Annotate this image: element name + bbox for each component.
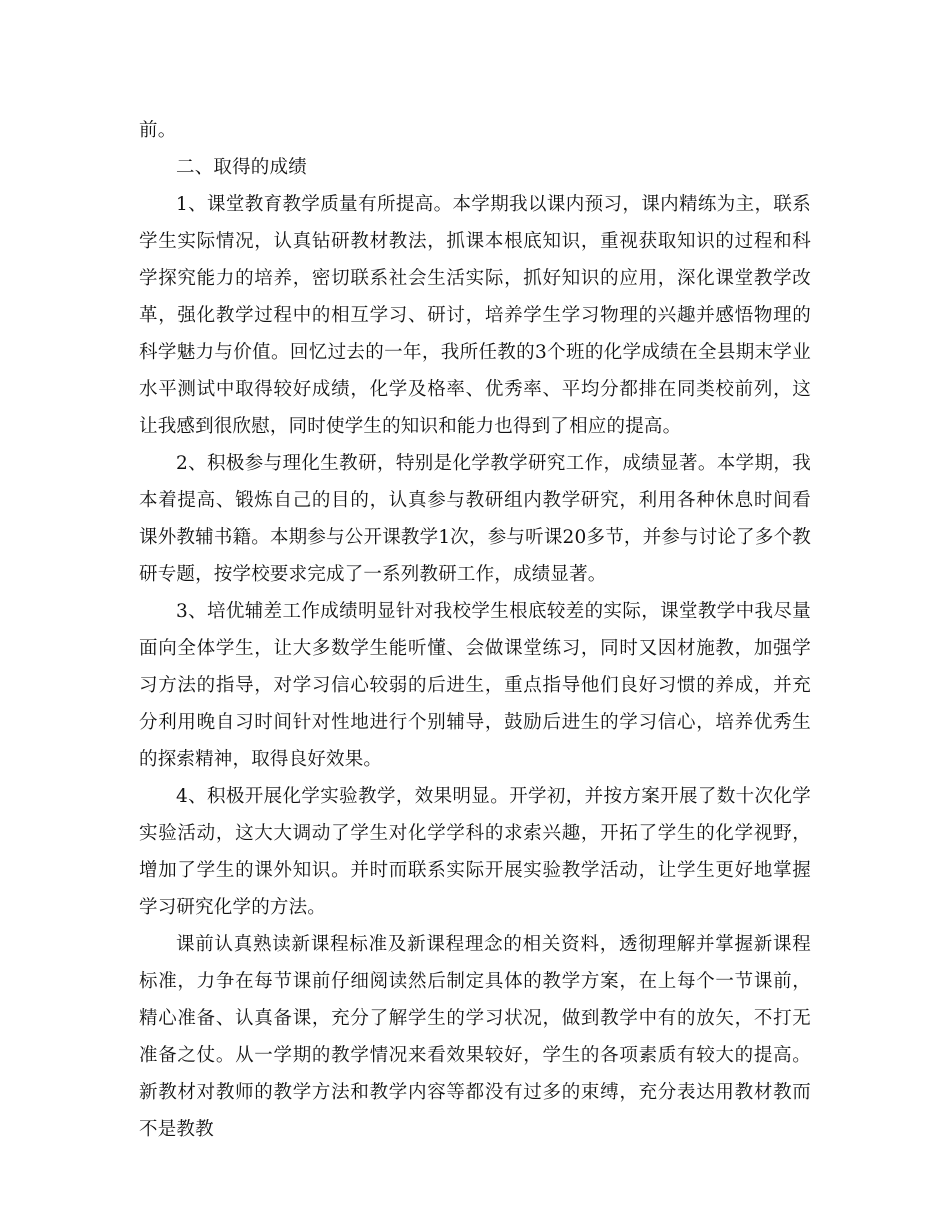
paragraph-continuation: 前。 [139, 120, 177, 141]
paragraph-experiments: 4、积极开展化学实验教学，效果明显。开学初，并按方案开展了数十次化学实验活动，这大大调动了学生对化学学科的求索兴趣，开拓了学生的化学视野，增加了学生的课外知识。并时而联系实际开展实验教学活动，让学生更好地掌握学习研究化学的方法。 [139, 786, 811, 918]
paragraph-teaching-research: 2、积极参与理化生教研，特别是化学教学研究工作，成绩显著。本学期，我本着提高、锻炼自己的目的，认真参与教研组内教学研究，利用各种休息时间看课外教辅书籍。本期参与公开课教学1次，参与听课20多节，并参与讨论了多个教研专题，按学校要求完成了一系列教研工作，成绩显著。 [139, 453, 811, 585]
section-heading-achievements: 二、取得的成绩 [176, 157, 307, 178]
paragraph-lesson-preparation: 课前认真熟读新课程标准及新课程理念的相关资料，透彻理解并掌握新课程标准，力争在每节课前仔细阅读然后制定具体的教学方案，在上每个一节课前，精心准备、认真备课，充分了解学生的学习状况，做到教学中有的放矢，不打无准备之仗。从一学期的教学情况来看效果较好，学生的各项素质有较大的提高。新教材对教师的教学方法和教学内容等都没有过多的束缚，充分表达用教材教而不是教教 [139, 934, 811, 1140]
paragraph-tutoring: 3、培优辅差工作成绩明显针对我校学生根底较差的实际，课堂教学中我尽量面向全体学生，让大多数学生能听懂、会做课堂练习，同时又因材施教，加强学习方法的指导，对学习信心较弱的后进生，重点指导他们良好习惯的养成，并充分利用晚自习时间针对性地进行个别辅导，鼓励后进生的学习信心，培养优秀生的探索精神，取得良好效果。 [139, 601, 811, 770]
paragraph-teaching-quality: 1、课堂教育教学质量有所提高。本学期我以课内预习，课内精练为主，联系学生实际情况，认真钻研教材教法，抓课本根底知识，重视获取知识的过程和科学探究能力的培养，密切联系社会生活实际，抓好知识的应用，深化课堂教学改革，强化教学过程中的相互学习、研讨，培养学生学习物理的兴趣并感悟物理的科学魅力与价值。回忆过去的一年，我所任教的3个班的化学成绩在全县期末学业水平测试中取得较好成绩，化学及格率、优秀率、平均分都排在同类校前列，这让我感到很欣慰，同时使学生的知识和能力也得到了相应的提高。 [139, 194, 811, 437]
document-body [139, 112, 811, 1148]
